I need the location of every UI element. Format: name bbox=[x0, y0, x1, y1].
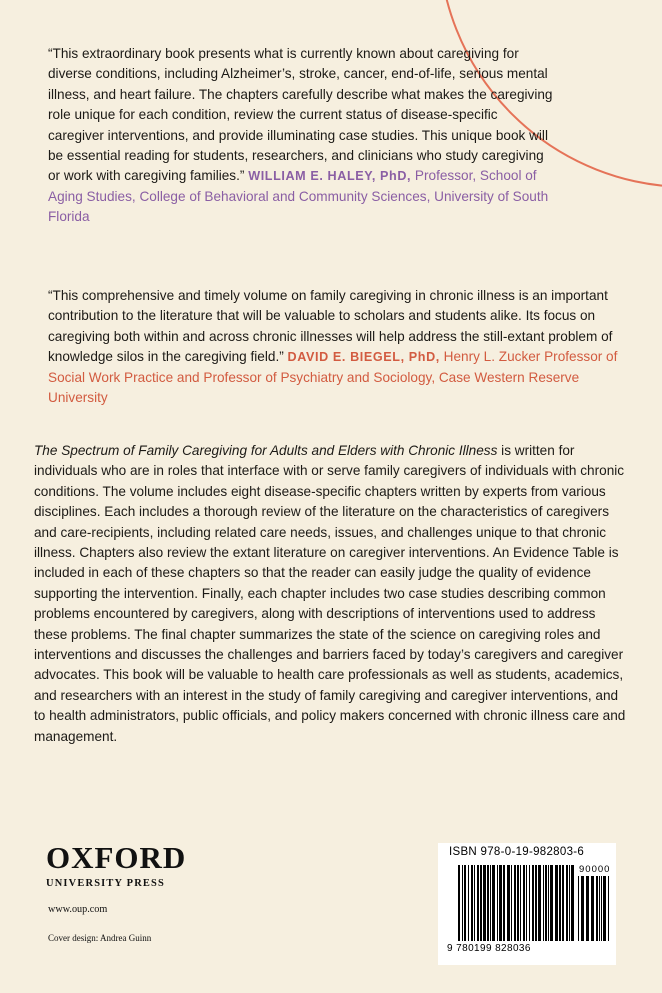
barcode-digits: 9 780199 828036 bbox=[447, 943, 531, 954]
barcode-panel bbox=[438, 843, 616, 965]
endorser-name-biegel: DAVID E. BIEGEL, PhD, bbox=[287, 350, 440, 365]
endorsement-biegel bbox=[48, 286, 628, 408]
endorser-name-haley: WILLIAM E. HALEY, PhD, bbox=[248, 169, 412, 184]
endorser-affiliation-haley: Professor, School of Aging Studies, College of Behavioral and Community Sciences, University of South Florida bbox=[48, 168, 549, 225]
book-title: The Spectrum of Family Caregiving for Adults and Elders with Chronic Illness bbox=[34, 443, 498, 458]
publisher-press: UNIVERSITY PRESS bbox=[46, 878, 165, 889]
endorser-affiliation-biegel: Henry L. Zucker Professor of Social Work Practice and Professor of Psychiatry and Sociology, Case Western Reserve University bbox=[48, 349, 618, 406]
publisher-logo bbox=[46, 840, 187, 889]
description-body: is written for individuals who are in roles that interface with or serve family caregivers of individuals with chronic conditions. The volume includes eight disease-specific chapters written by experts from various disciplines. Each includes a thorough review of the literature on the characteristics of caregivers and care-recipients, including related care needs, issues, and challenges unique to that chronic illness. Chapters also review the extant literature on caregiver interventions. An Evidence Table is included in each of these chapters so that the reader can easily judge the quality of evidence supporting the intervention. Finally, each chapter includes two case studies describing common problems encountered by caregivers, along with descriptions of interventions used to address these problems. The final chapter summarizes the state of the science on caregiving roles and interventions and discusses the challenges and barriers faced by today’s caregivers and caregiver advocates. This book will be valuable to health care professionals as well as students, academics, and researchers with an interest in the study of family caregiving and caregiver interventions, and to health administrators, public officials, and policy makers concerned with chronic illness care and management. bbox=[34, 443, 626, 744]
endorsement-biegel-text: “This comprehensive and timely volume on family caregiving in chronic illness is an important contribution to the literature that will be valuable to scholars and students alike. Its focus on caregiving both within and across chronic illnesses will help address the still-extant problem of knowledge silos in the caregiving field.” bbox=[48, 288, 613, 365]
publisher-name: OXFORD bbox=[46, 840, 187, 875]
endorsement-haley-text: “This extraordinary book presents what is currently known about caregiving for diverse conditions, including Alzheimer’s, stroke, cancer, end-of-life, serious mental illness, and heart failure. The chapters carefully describe what makes the caregiving role unique for each condition, review the current status of disease-specific caregiver interventions, and provide illuminating case studies. This unique book will be essential reading for students, researchers, and clinicians who study caregiving or work with caregiving families.” bbox=[48, 46, 553, 184]
cover-credit: Cover design: Andrea Guinn bbox=[48, 933, 152, 943]
isbn-label: ISBN 978-0-19-982803-6 bbox=[449, 846, 585, 858]
publisher-url: www.oup.com bbox=[48, 904, 108, 915]
price-code: 90000 bbox=[579, 864, 611, 875]
endorsement-haley bbox=[48, 44, 553, 228]
book-description bbox=[34, 441, 629, 747]
